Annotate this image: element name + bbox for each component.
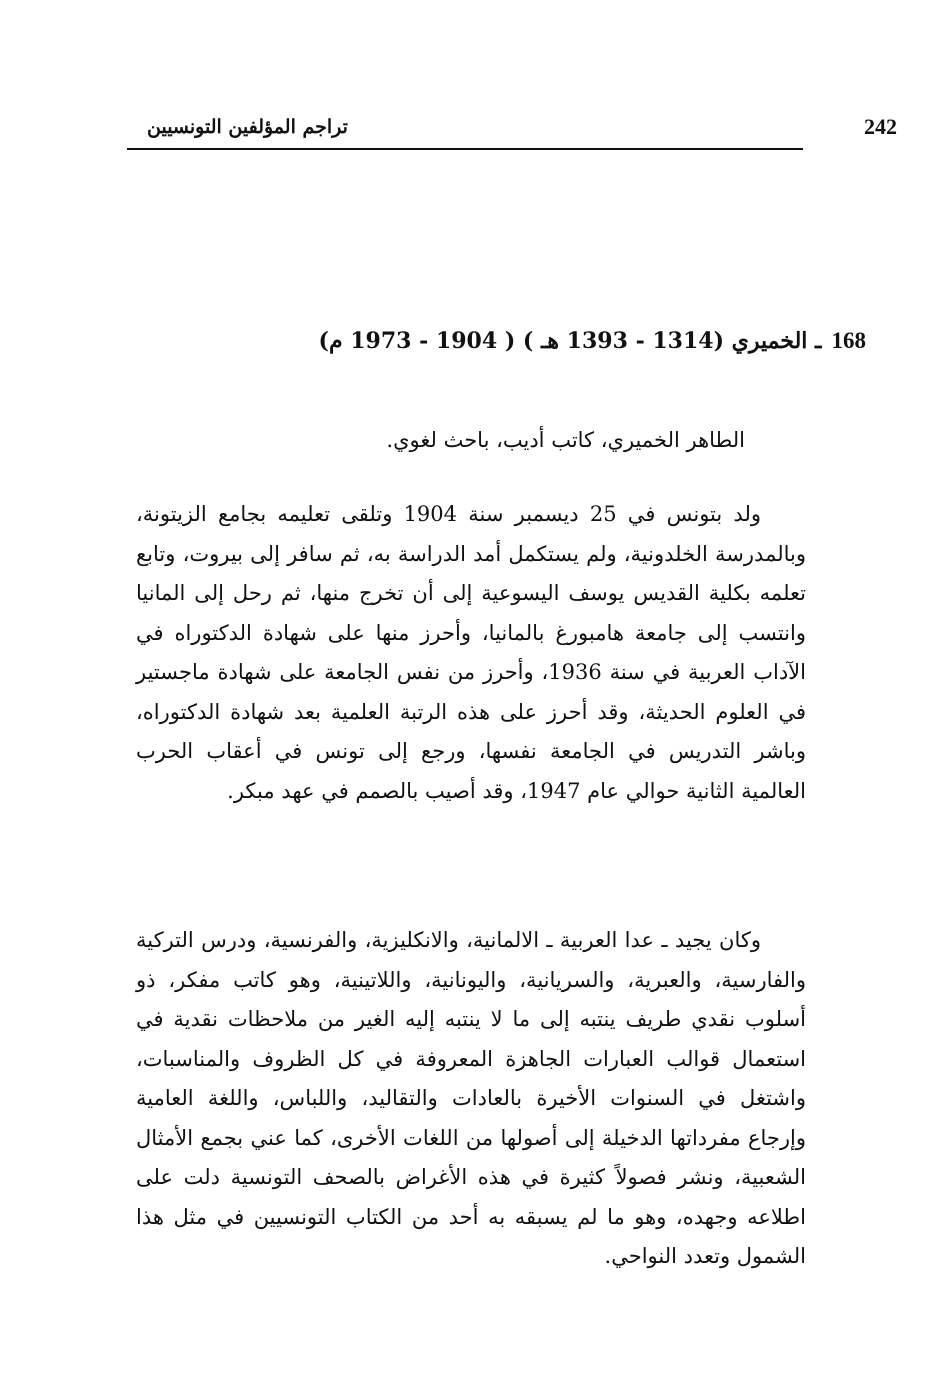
entry-number: 168 — [831, 328, 866, 353]
book-title: تراجم المؤلفين التونسيين — [147, 116, 348, 138]
intro-paragraph: الطاهر الخميري، كاتب أديب، باحث لغوي. — [386, 428, 745, 452]
page-number: 242 — [864, 114, 897, 139]
entry-heading — [300, 328, 866, 354]
scholarship-paragraph: وكان يجيد ـ عدا العربية ـ الالمانية، والانكليزية، والفرنسية، ودرس التركية والفارسية، والعبرية، والسريانية، واليونانية، واللاتينية، وهو كاتب مفكر، ذو أسلوب نقدي طريف ينتبه إلى ما لا ينتبه إليه الغير من ملاحظات نقدية في استعمال قوالب العبارات الجاهزة المعروفة في كل الظروف والمناسبات، واشتغل في السنوات الأخيرة بالعادات والتقاليد، واللباس، واللغة العامية وإرجاع مفرداتها الدخيلة إلى أصولها من اللغات الأخرى، كما عني بجمع الأمثال الشعبية، ونشر فصولاً كثيرة في هذه الأغراض بالصحف التونسية دلت على اطلاعه وجهده، وهو ما لم يسبقه به أحد من الكتاب التونسيين في مثل هذا الشمول وتعدد النواحي. — [136, 928, 806, 1268]
biography-paragraph: ولد بتونس في 25 ديسمبر سنة 1904 وتلقى تعليمه بجامع الزيتونة، وبالمدرسة الخلدونية، ولم يستكمل أمد الدراسة به، ثم سافر إلى بيروت، وتابع تعلمه بكلية القديس يوسف اليسوعية إلى أن تخرج منها، ثم رحل إلى المانيا وانتسب إلى جامعة هامبورغ بالمانيا، وأحرز منها على شهادة الدكتوراه في الآداب العربية في سنة 1936، وأحرز من نفس الجامعة على شهادة ماجستير في العلوم الحديثة، وقد أحرز على هذه الرتبة العلمية بعد شهادة الدكتوراه، وباشر التدريس في الجامعة نفسها، ورجع إلى تونس في أعقاب الحرب العالمية الثانية حوالي عام 1947، وقد أصيب بالصمم في عهد مبكر. — [136, 502, 806, 803]
running-header — [127, 108, 897, 150]
entry-title: ـ الخميري (1314 - 1393 هـ ) ( 1904 - 1973 م) — [318, 328, 822, 354]
